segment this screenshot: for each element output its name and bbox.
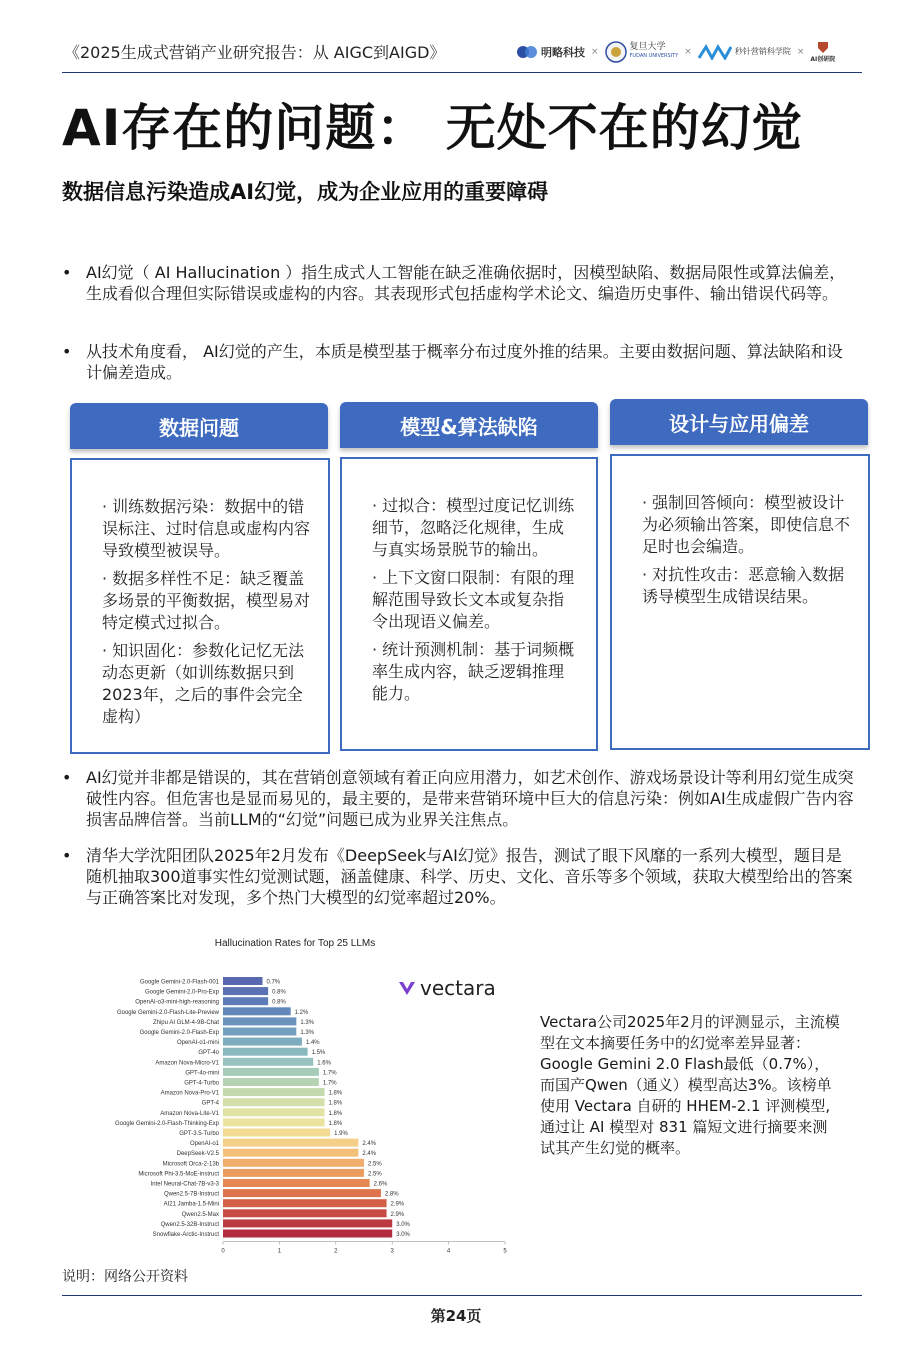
value-label: 1.8% <box>328 1090 343 1097</box>
mininglamp-logo-icon <box>516 43 538 61</box>
value-label: 1.4% <box>305 1040 320 1047</box>
category-label: OpenAI-o1 <box>189 1141 219 1148</box>
card-item: · 对抗性攻击：恶意输入数据诱导模型生成错误结果。 <box>642 565 845 606</box>
card-item: · 统计预测机制：基于词频概率生成内容，缺乏逻辑推理能力。 <box>372 640 575 703</box>
card-item: · 过拟合：模型过度记忆训练细节，忽略泛化规律，生成与真实场景脱节的输出。 <box>372 496 575 559</box>
partner-logos <box>516 40 835 63</box>
value-label: 2.4% <box>362 1151 377 1158</box>
card-header-data-issues: 数据问题 <box>70 403 328 449</box>
bar <box>223 1038 302 1046</box>
category-label: GPT-4o <box>198 1050 219 1057</box>
page-header <box>0 0 912 80</box>
logo-miaozhen <box>698 44 791 60</box>
category-label: Zhipu AI GLM-4-9B-Chat <box>152 1019 219 1026</box>
vectara-wordmark: vectara <box>420 976 496 1000</box>
bar <box>223 1129 330 1137</box>
category-label: GPT-4o-mini <box>185 1070 219 1077</box>
x-tick-label: 3 <box>390 1248 394 1255</box>
category-label: Qwen2.5-32B-Instruct <box>160 1221 219 1228</box>
main-title: AI存在的问题： 无处不在的幻觉 <box>62 99 803 157</box>
value-label: 1.9% <box>334 1131 348 1137</box>
bar <box>223 1179 370 1187</box>
bar <box>223 1007 291 1015</box>
logo-miaozhen-name: 秒针营销科学院 <box>734 47 791 56</box>
value-label: 1.3% <box>300 1030 315 1036</box>
x-tick-label: 2 <box>334 1248 338 1255</box>
bullet-dot: • <box>62 768 72 787</box>
value-label: 0.8% <box>272 989 286 996</box>
category-label: Google Gemini-2.0-Pro-Exp <box>144 989 219 996</box>
bullet-paragraph <box>62 845 856 908</box>
logo-fudan-name: 复旦大学 <box>629 41 666 52</box>
category-label: Qwen2.5-7B-Instruct <box>163 1191 219 1198</box>
page-number: 第24页 <box>430 1307 482 1325</box>
category-label: Amazon Nova-Micro-V1 <box>155 1060 219 1067</box>
category-label: Microsoft Orca-2-13b <box>162 1161 219 1168</box>
x-tick-label: 0 <box>221 1248 225 1255</box>
category-label: Google Gemini-2.0-Flash-001 <box>139 979 219 986</box>
x-tick-label: 1 <box>277 1248 282 1255</box>
value-label: 3.0% <box>396 1221 410 1228</box>
ai-institute-shield-icon <box>816 40 830 54</box>
value-label: 1.7% <box>322 1080 337 1087</box>
bar <box>223 1068 319 1076</box>
value-label: 3.0% <box>396 1232 410 1238</box>
category-label: GPT-4 <box>201 1100 219 1107</box>
value-label: 1.8% <box>328 1110 343 1117</box>
bullet-paragraph <box>62 341 856 383</box>
value-label: 1.5% <box>311 1050 326 1057</box>
report-title: 《2025生成式营销产业研究报告：从 AIGC到AIGD》 <box>64 43 446 62</box>
value-label: 0.8% <box>272 999 286 1006</box>
category-label: Amazon Nova-Lite-V1 <box>160 1110 219 1117</box>
bullet-dot: • <box>62 342 72 361</box>
logo-separator: × <box>796 46 805 57</box>
bar <box>223 1219 392 1227</box>
fudan-seal-icon <box>605 41 627 63</box>
bar <box>223 1088 325 1096</box>
value-label: 2.8% <box>384 1191 399 1198</box>
bar <box>223 1159 364 1167</box>
card-item: · 数据多样性不足：缺乏覆盖多场景的平衡数据，模型易对特定模式过拟合。 <box>102 569 311 632</box>
bar <box>223 1189 381 1197</box>
bar <box>223 1199 387 1207</box>
bar <box>223 997 268 1005</box>
bullet-dot: • <box>62 846 72 865</box>
bullet-text: AI幻觉（ AI Hallucination ）指生成式人工智能在缺乏准确依据时，因模型缺陷、数据局限性或算法偏差，生成看似合理但实际错误或虚构的内容。其表现形式包括虚构学术论文、编造历史事件、输出错误代码等。 <box>86 263 846 303</box>
bar <box>223 1108 325 1116</box>
logo-mininglamp <box>516 43 585 61</box>
logo-fudan-sub: FUDAN UNIVERSITY <box>629 52 679 59</box>
card-body-design-bias <box>610 454 870 750</box>
value-label: 2.9% <box>390 1211 405 1218</box>
bar <box>223 1078 319 1086</box>
category-label: OpenAI-o3-mini-high-reasoning <box>135 999 219 1006</box>
miaozhen-logo-icon <box>698 44 732 60</box>
value-label: 1.8% <box>328 1100 343 1107</box>
bar <box>223 1230 392 1238</box>
bar <box>223 1098 325 1106</box>
header-divider <box>62 72 862 73</box>
category-label: GPT-4-Turbo <box>184 1080 219 1087</box>
card-item: · 训练数据污染：数据中的错误标注、过时信息或虚构内容导致模型被误导。 <box>102 497 311 560</box>
bar <box>223 987 268 995</box>
card-header-design-bias: 设计与应用偏差 <box>610 399 868 445</box>
value-label: 1.3% <box>300 1019 315 1026</box>
value-label: 1.7% <box>322 1070 337 1077</box>
bar <box>223 1058 313 1066</box>
vectara-v-icon <box>398 980 416 996</box>
vectara-logo <box>398 976 496 1000</box>
category-label: Snowflake-Arctic-Instruct <box>152 1232 219 1238</box>
category-label: DeepSeek-V2.5 <box>176 1151 219 1158</box>
bullet-text: 从技术角度看， AI幻觉的产生，本质是模型基于概率分布过度外推的结果。主要由数据问题、算法缺陷和设计偏差造成。 <box>86 342 843 382</box>
logo-separator: × <box>591 46 599 57</box>
footer-divider <box>62 1295 862 1296</box>
category-label: Google Gemini-2.0-Flash-Exp <box>139 1030 219 1036</box>
value-label: 2.5% <box>368 1171 382 1178</box>
category-label: Google Gemini-2.0-Flash-Thinking-Exp <box>114 1120 219 1127</box>
bar <box>223 1118 325 1126</box>
bar <box>223 977 262 985</box>
logo-separator: × <box>684 46 692 57</box>
logo-ai-institute-name: AI创研院 <box>810 56 836 63</box>
card-item: · 知识固化：参数化记忆无法动态更新（如训练数据只到2023年，之后的事件会完全虚构） <box>102 641 305 726</box>
value-label: 1.8% <box>328 1120 343 1127</box>
subtitle: 数据信息污染造成AI幻觉，成为企业应用的重要障碍 <box>62 180 549 204</box>
value-label: 1.6% <box>317 1060 331 1067</box>
value-label: 0.7% <box>266 979 281 986</box>
category-label: Google Gemini-2.0-Flash-Lite-Preview <box>116 1009 219 1016</box>
card-body-model-defects <box>340 457 598 751</box>
category-label: AI21 Jamba-1.5-Mini <box>163 1201 219 1208</box>
bullet-text: 清华大学沈阳团队2025年2月发布《DeepSeek与AI幻觉》报告，测试了眼下风靡的一系列大模型，题目是随机抽取300道事实性幻觉测试题，涵盖健康、科学、历史、文化、音乐等多个领域，获取大模型给出的答案与正确答案比对发现，多个热门大模型的幻觉率超过20%。 <box>86 846 853 907</box>
logo-ai-institute <box>810 40 835 63</box>
bar <box>223 1048 308 1056</box>
category-label: Amazon Nova-Pro-V1 <box>160 1090 219 1097</box>
x-tick-label: 4 <box>446 1248 451 1255</box>
source-note: 说明：网络公开资料 <box>62 1269 188 1285</box>
card-item: · 上下文窗口限制：有限的理解范围导致长文本或复杂指令出现语义偏差。 <box>372 568 575 631</box>
category-label: OpenAI-o1-mini <box>176 1040 219 1047</box>
logo-mininglamp-name: 明略科技 <box>541 45 585 59</box>
bullet-paragraph <box>62 767 856 830</box>
bar <box>223 1028 296 1036</box>
bullet-paragraph <box>62 262 856 304</box>
vectara-description: Vectara公司2025年2月的评测显示，主流模型在文本摘要任务中的幻觉率差异显著：Google Gemini 2.0 Flash最低（0.7%），而国产Qwen（通义）模型高达3%。该榜单使用 Vectara 自研的 HHEM-2.1 评测模型,通过让 AI 模型对 831 篇短文进行摘要来测试其产生幻觉的概率。 <box>540 1013 840 1157</box>
card-header-model-defects: 模型&算法缺陷 <box>340 402 598 448</box>
value-label: 1.2% <box>294 1009 309 1016</box>
bullet-dot: • <box>62 263 72 282</box>
bar <box>223 1149 358 1157</box>
value-label: 2.6% <box>373 1181 388 1188</box>
card-item: · 强制回答倾向：模型被设计为必须输出答案，即使信息不足时也会编造。 <box>642 493 851 556</box>
value-label: 2.5% <box>368 1161 382 1168</box>
category-label: GPT-3.5-Turbo <box>179 1131 219 1137</box>
value-label: 2.9% <box>390 1201 405 1208</box>
category-label: Intel Neural-Chat-7B-v3-3 <box>150 1181 219 1188</box>
chart-title: Hallucination Rates for Top 25 LLMs <box>214 938 376 949</box>
value-label: 2.4% <box>362 1141 377 1148</box>
x-tick-label: 5 <box>503 1248 507 1255</box>
bar <box>223 1169 364 1177</box>
bar <box>223 1017 296 1025</box>
category-label: Microsoft Phi-3.5-MoE-instruct <box>138 1171 219 1178</box>
category-label: Qwen2.5-Max <box>181 1211 219 1218</box>
bullet-text: AI幻觉并非都是错误的，其在营销创意领域有着正向应用潜力，如艺术创作、游戏场景设计等利用幻觉生成突破性内容。但危害也是显而易见的，最主要的，是带来营销环境中巨大的信息污染：例如AI生成虚假广告内容损害品牌信誉。当前LLM的“幻觉”问题已成为业界关注焦点。 <box>86 768 854 829</box>
logo-fudan <box>605 41 679 63</box>
bar <box>223 1139 358 1147</box>
bar <box>223 1209 387 1217</box>
card-body-data-issues <box>70 458 330 754</box>
